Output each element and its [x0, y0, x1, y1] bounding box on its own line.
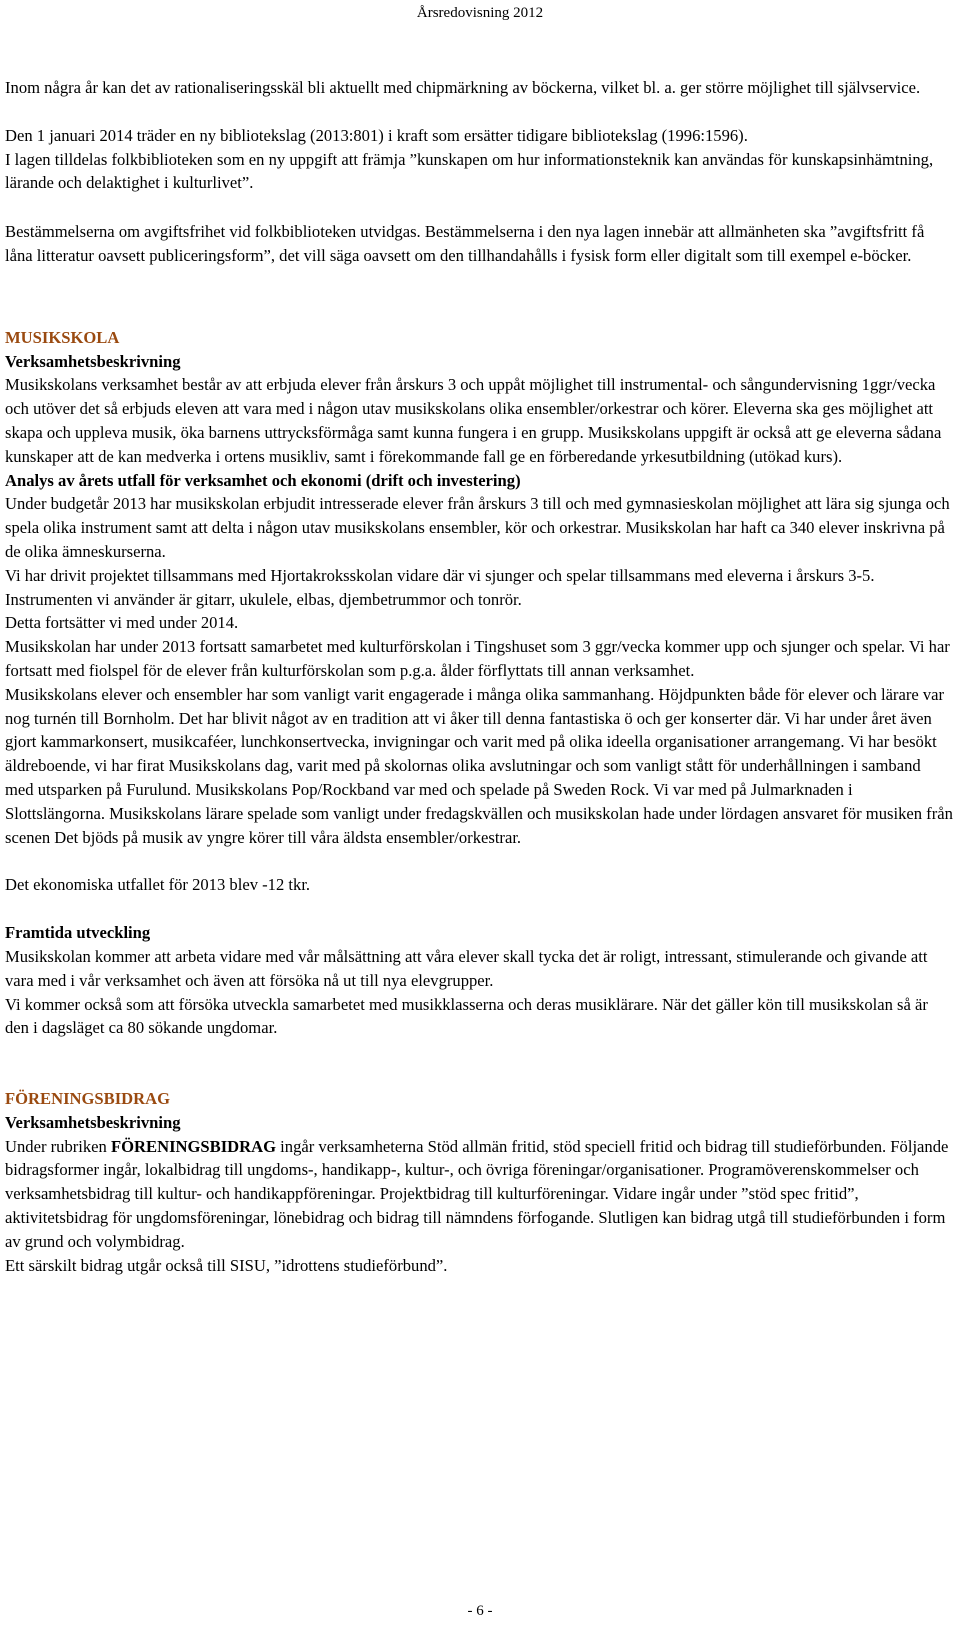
- fees-detail: Bestämmelserna i den nya lagen innebär att allmänheten ska ”avgiftsfritt få låna litteratur oavsett publiceringsform”, det vill säga oavsett om den tillhandahålls i fysisk form eller digitalt som till exempel e-böcker.: [5, 222, 925, 265]
- musikskola-description-heading: Verksamhetsbeskrivning: [5, 351, 181, 371]
- library-paragraph-fees: [5, 220, 953, 268]
- musikskola-analysis-3: Detta fortsätter vi med under 2014.: [5, 613, 239, 633]
- musikskola-future-1: Musikskolan kommer att arbeta vidare med vår målsättning att våra elever skall tycka det är roligt, intressant, stimulerande och givande att vara med i vår verksamhet och även att försöka nå ut till nya elevgrupper.: [5, 946, 928, 990]
- page-number: - 6 -: [467, 1603, 493, 1619]
- foreningsbidrag-description: [5, 1135, 953, 1254]
- library-paragraph-chip: Inom några år kan det av rationaliseringsskäl bli aktuellt med chipmärkning av böckerna, vilket bl. a. ger större möjlighet till självservice.: [5, 78, 921, 97]
- document-body: [5, 76, 953, 1277]
- musikskola-future-2: Vi kommer också som att försöka utveckla samarbetet med musikklasserna och deras musiklärare. När det gäller kön till musikskolan så är den i dagsläget ca 80 sökande ungdomar.: [5, 994, 928, 1038]
- musikskola-future-heading: Framtida utveckling: [5, 923, 151, 943]
- section-title-foreningsbidrag: FÖRENINGSBIDRAG: [5, 1089, 171, 1109]
- foreningsbidrag-desc-pre: Under rubriken: [5, 1136, 111, 1156]
- section-title-musikskola: MUSIKSKOLA: [5, 327, 120, 347]
- musikskola-analysis-5: Musikskolans elever och ensembler har som vanligt varit engagerade i många olika sammanhang. Höjdpunkten både för elever och lärare var nog turnén till Bornholm. Det har blivit något av en tradition att vi åker till denna fantastiska ö och ger konserter där. Vi har under året även gjort kammarkonsert, musikcaféer, lunchkonsertvecka, invigningar och varit med på olika ideella organisationer arrangemang. Vi har besökt äldreboende, vi har firat Musikskolans dag, varit med på skolornas olika avslutningar och som vanligt stått för underhållningen i samband med utsparken på Furulund. Musikskolans Pop/Rockband var med och spelade på Sweden Rock. Vi var med på Julmarknaden i Slottslängorna. Musikskolans lärare spelade som vanligt under fredagskvällen och musikskolan hade under lördagen ansvaret för musiken från scenen Det bjöds på musik av yngre körer till våra äldsta ensembler/orkestrar.: [5, 684, 953, 847]
- foreningsbidrag-description-heading: Verksamhetsbeskrivning: [5, 1112, 181, 1132]
- foreningsbidrag-desc-post: ingår verksamheterna Stöd allmän fritid, stöd speciell fritid och bidrag till studieförbunden. Följande bidragsformer ingår, lokalbidrag till ungdoms-, handikapp-, kultur-, och övriga föreningar/organisationer. Programöverenskommelser och verksamhetsbidrag till kultur- och handikappföreningar. Projektbidrag till kulturföreningar. Vidare ingår under ”stöd spec fritid”, aktivitetsbidrag för ungdomsföreningar, lönebidrag och bidrag till nämndens förfogande. Slutligen kan bidrag utgå till studieförbunden i form av grund och volymbidrag.: [5, 1136, 949, 1251]
- library-paragraph-task: I lagen tilldelas folkbiblioteken som en ny uppgift att främja ”kunskapen om hur informationsteknik kan användas för kunskapsinhämtning, lärande och delaktighet i kulturlivet”.: [5, 149, 934, 193]
- musikskola-analysis-4: Musikskolan har under 2013 fortsatt samarbetet med kulturförskolan i Tingshuset som 3 ggr/vecka kommer upp och sjunger och spelar. Vi har fortsatt med fiolspel för de elever från kulturförskolan som p.g.a. ålder förflyttats till annan verksamhet.: [5, 637, 950, 680]
- musikskola-analysis-heading: Analys av årets utfall för verksamhet och ekonomi (drift och investering): [5, 470, 521, 490]
- fees-intro: Bestämmelserna om avgiftsfrihet vid folkbiblioteken utvidgas.: [5, 222, 421, 242]
- foreningsbidrag-sisu: Ett särskilt bidrag utgår också till SISU, ”idrottens studieförbund”.: [5, 1255, 448, 1275]
- musikskola-description: Musikskolans verksamhet består av att erbjuda elever från årskurs 3 och uppåt möjlighet till instrumental- och sångundervisning 1ggr/vecka och utöver det så erbjuds eleven att vara med i någon utav musikskolans olika ensembler/orkestrar och körer. Eleverna ska ges möjlighet att skapa och uppleva musik, öka barnens uttrycksförmåga samt kunna fungera i en grupp. Musikskolans uppgift är också att ge eleverna sådana kunskaper att de kan medverka i ortens musikliv, samt i förekommande fall ge en förberedande yrkesutbildning (utökad kurs).: [5, 375, 942, 466]
- foreningsbidrag-desc-bold: FÖRENINGSBIDRAG: [110, 1136, 277, 1156]
- page-header: Årsredovisning 2012: [416, 5, 544, 21]
- musikskola-economic-result: Det ekonomiska utfallet för 2013 blev -12 tkr.: [5, 875, 311, 895]
- library-paragraph-law: Den 1 januari 2014 träder en ny bibliotekslag (2013:801) i kraft som ersätter tidigare bibliotekslag (1996:1596).: [5, 125, 748, 145]
- musikskola-analysis-2: Vi har drivit projektet tillsammans med Hjortakroksskolan vidare där vi sjunger och spelar tillsammans med eleverna i årskurs 3-5. Instrumenten vi använder är gitarr, ukulele, elbas, djembetrummor och tonrör.: [5, 565, 875, 609]
- musikskola-analysis-1: Under budgetår 2013 har musikskolan erbjudit intresserade elever från årskurs 3 till och med gymnasieskolan möjlighet att lära sig sjunga och spela olika instrument samt att delta i någon utav musikskolans ensembler, kör och orkestrar. Musikskolan har haft ca 340 elever inskrivna på de olika ämneskurserna.: [5, 494, 950, 561]
